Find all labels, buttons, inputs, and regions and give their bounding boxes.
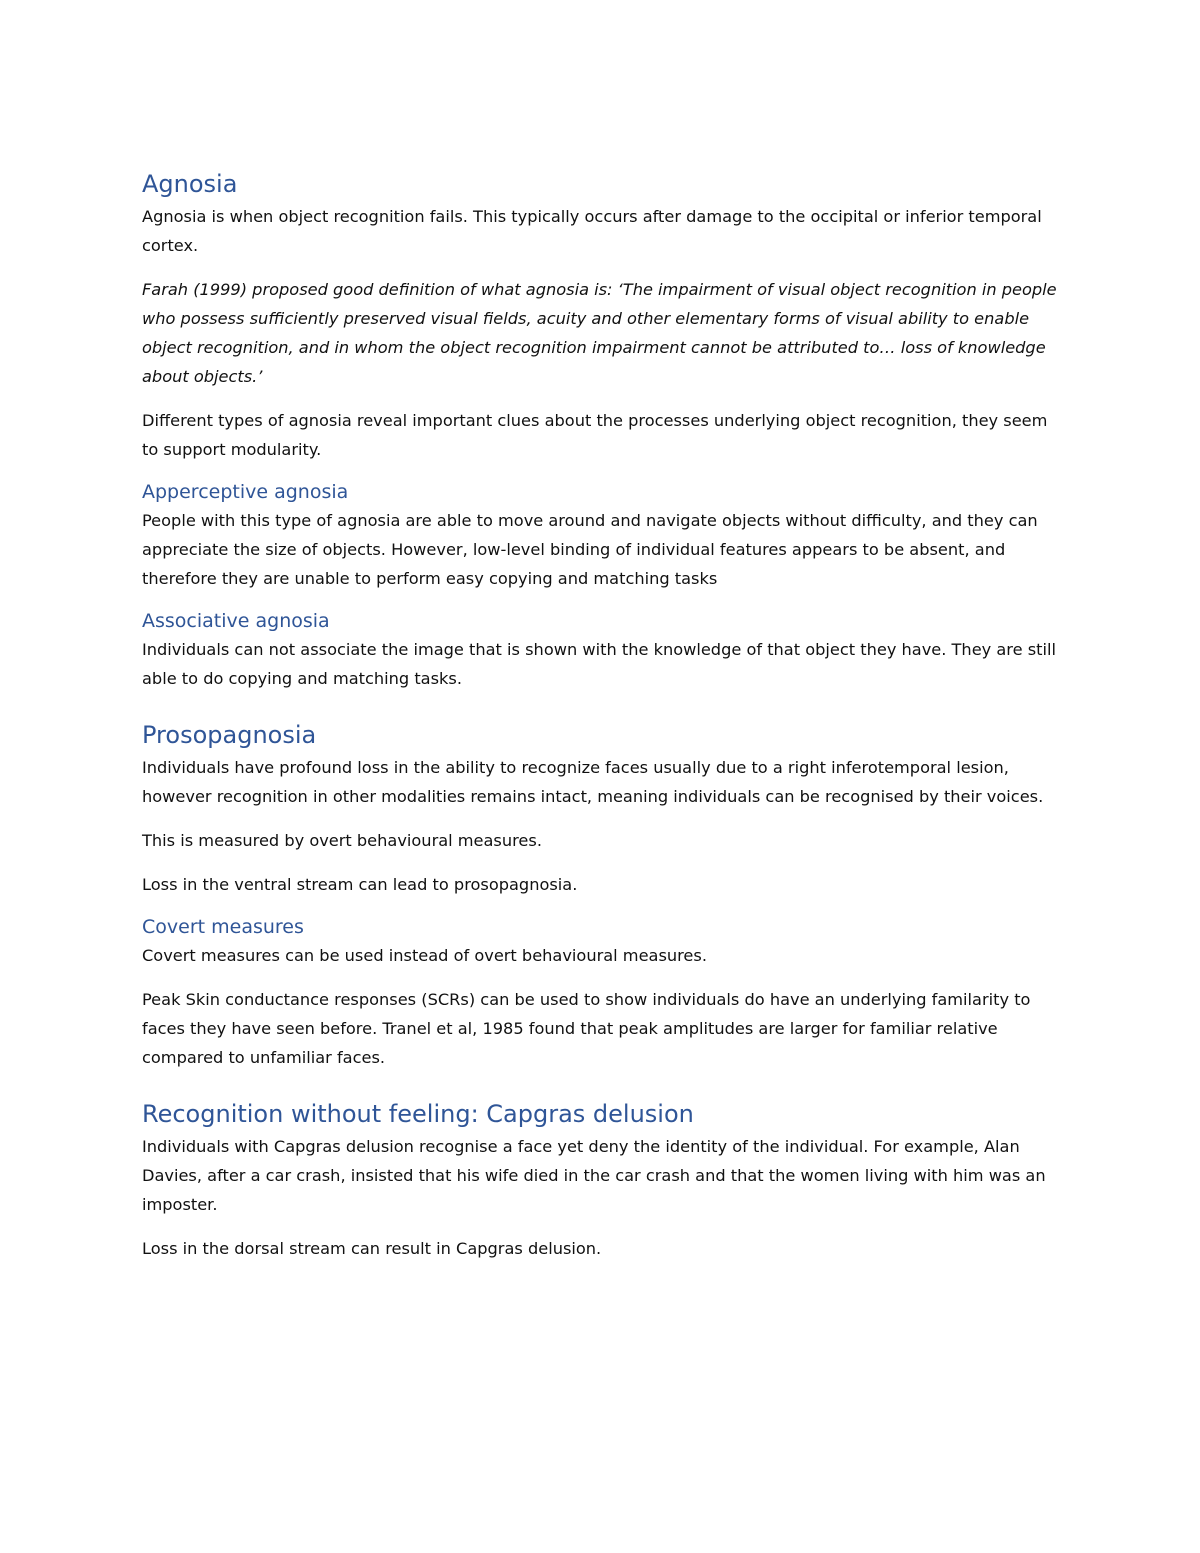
document-body [142,166,1062,1263]
paragraph-overt-measures: This is measured by overt behavioural measures. [142,831,542,850]
heading-agnosia: Agnosia [142,170,238,198]
heading-prosopagnosia: Prosopagnosia [142,721,317,749]
paragraph-scr: Peak Skin conductance responses (SCRs) can be used to show individuals do have an underlying familarity to faces they have seen before. Tranel et al, 1985 found that peak amplitudes are larger for familiar relative compared to unfamiliar faces. [142,990,1031,1067]
paragraph-dorsal-stream: Loss in the dorsal stream can result in Capgras delusion. [142,1239,602,1258]
heading-apperceptive-agnosia: Apperceptive agnosia [142,481,349,503]
heading-covert-measures: Covert measures [142,916,304,938]
paragraph-ventral-stream: Loss in the ventral stream can lead to prosopagnosia. [142,875,578,894]
paragraph-agnosia-definition: Agnosia is when object recognition fails. This typically occurs after damage to the occipital or inferior temporal cortex. [142,207,1042,255]
paragraph-capgras-definition: Individuals with Capgras delusion recognise a face yet deny the identity of the individual. For example, Alan Davies, after a car crash, insisted that his wife died in the car crash and that the women living with him was an imposter. [142,1137,1046,1214]
paragraph-agnosia-types: Different types of agnosia reveal important clues about the processes underlying object recognition, they seem to support modularity. [142,411,1048,459]
paragraph-covert-measures: Covert measures can be used instead of overt behavioural measures. [142,946,707,965]
heading-capgras-delusion: Recognition without feeling: Capgras delusion [142,1100,694,1128]
paragraph-apperceptive: People with this type of agnosia are able to move around and navigate objects without difficulty, and they can appreciate the size of objects. However, low-level binding of individual features appears to be absent, and therefore they are unable to perform easy copying and matching tasks [142,511,1038,588]
paragraph-farah-quote: Farah (1999) proposed good definition of what agnosia is: ‘The impairment of visual object recognition in people who possess sufficiently preserved visual fields, acuity and other elementary forms of visual ability to enable object recognition, and in whom the object recognition impairment cannot be attributed to… loss of knowledge about objects.’ [142,280,1057,386]
heading-associative-agnosia: Associative agnosia [142,610,330,632]
paragraph-prosopagnosia-definition: Individuals have profound loss in the ability to recognize faces usually due to a right inferotemporal lesion, however recognition in other modalities remains intact, meaning individuals can be recognised by their voices. [142,758,1044,806]
paragraph-associative: Individuals can not associate the image that is shown with the knowledge of that object they have. They are still able to do copying and matching tasks. [142,640,1056,688]
